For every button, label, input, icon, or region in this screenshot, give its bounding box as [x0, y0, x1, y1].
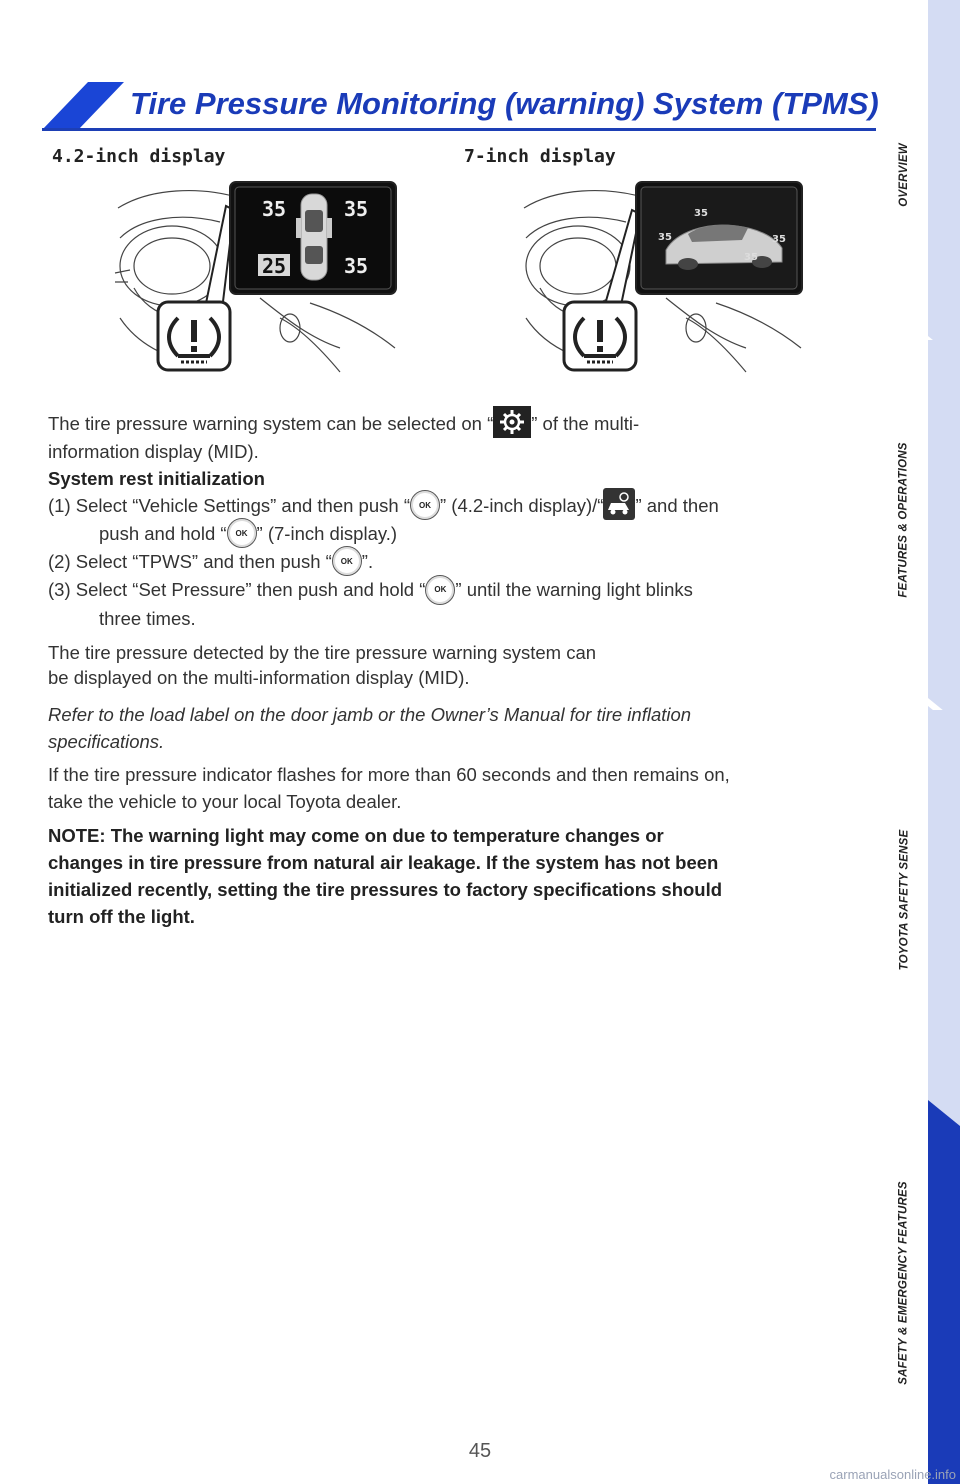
sidebar-label-tss: TOYOTA SAFETY SENSE	[898, 829, 911, 971]
pressure-rl-low: 25	[261, 254, 287, 278]
tab-toyota-safety-sense[interactable]	[928, 710, 960, 1090]
pressure-fr: 35	[343, 197, 369, 221]
tab-features-operations[interactable]	[928, 340, 960, 710]
page-number: 45	[468, 1440, 492, 1462]
pressure-7-fr: 35	[772, 234, 786, 245]
note-paragraph: NOTE: The warning light may come on due to temperature changes or changes in tire pressure from natural air leakage. If the system has not been initialized recently, setting the tire pressures to factory specifications should turn off the light.	[48, 825, 723, 927]
gear-settings-icon	[493, 406, 531, 438]
figure-4-2-inch-display	[110, 178, 400, 374]
figure-7-inch-display	[516, 178, 806, 374]
figure-label-4-2: 4.2-inch display	[52, 146, 226, 167]
tab-overview[interactable]	[928, 0, 960, 340]
sidebar-label-safety: SAFETY & EMERGENCY FEATURES	[898, 1180, 911, 1385]
pressure-7-rr: 35	[744, 252, 758, 263]
vehicle-settings-icon	[603, 488, 635, 520]
tab-safety-emergency-active[interactable]	[928, 1100, 960, 1484]
section-heading: System rest initialization	[48, 468, 265, 490]
intro-paragraph: The tire pressure warning system can be selected on “ ” of the multi- information display (MID). System rest initialization (1) Select “Vehicle Settings” and then push “ OK ” (4.2-inch display)/“ ” and then push and hold “ OK ” (7-inch display.) (2) Select “TPWS” and then push “ OK ”. (3) Select “Set Pressure” then push and hold “ OK ” until the warning light blinks three times.	[48, 410, 868, 632]
ok-button-icon: OK	[332, 546, 362, 576]
pressure-fl: 35	[261, 197, 287, 221]
header-rule	[42, 128, 876, 131]
header-accent	[42, 82, 124, 130]
sidebar-label-features: FEATURES & OPERATIONS	[898, 442, 911, 598]
section-header	[42, 82, 879, 132]
figure-label-7: 7-inch display	[464, 146, 616, 167]
pressure-7-rl: 35	[658, 232, 672, 243]
page-title: Tire Pressure Monitoring (warning) System (TPMS)	[130, 86, 879, 121]
sidebar	[928, 0, 960, 1484]
detected-paragraph: The tire pressure detected by the tire pressure warning system can be displayed on the multi-information display (MID).	[48, 642, 597, 688]
ok-button-icon: OK	[410, 490, 440, 520]
flash-paragraph: If the tire pressure indicator flashes for more than 60 seconds and then remains on, take the vehicle to your local Toyota dealer.	[48, 764, 730, 812]
pressure-rr: 35	[343, 254, 369, 278]
watermark: carmanualsonline.info	[829, 1467, 956, 1482]
ok-button-icon: OK	[425, 575, 455, 605]
sidebar-label-overview: OVERVIEW	[898, 143, 910, 207]
pressure-7-fl: 35	[694, 208, 708, 219]
refer-paragraph: Refer to the load label on the door jamb or the Owner’s Manual for tire inflation specifications.	[48, 704, 692, 752]
ok-button-icon: OK	[227, 518, 257, 548]
